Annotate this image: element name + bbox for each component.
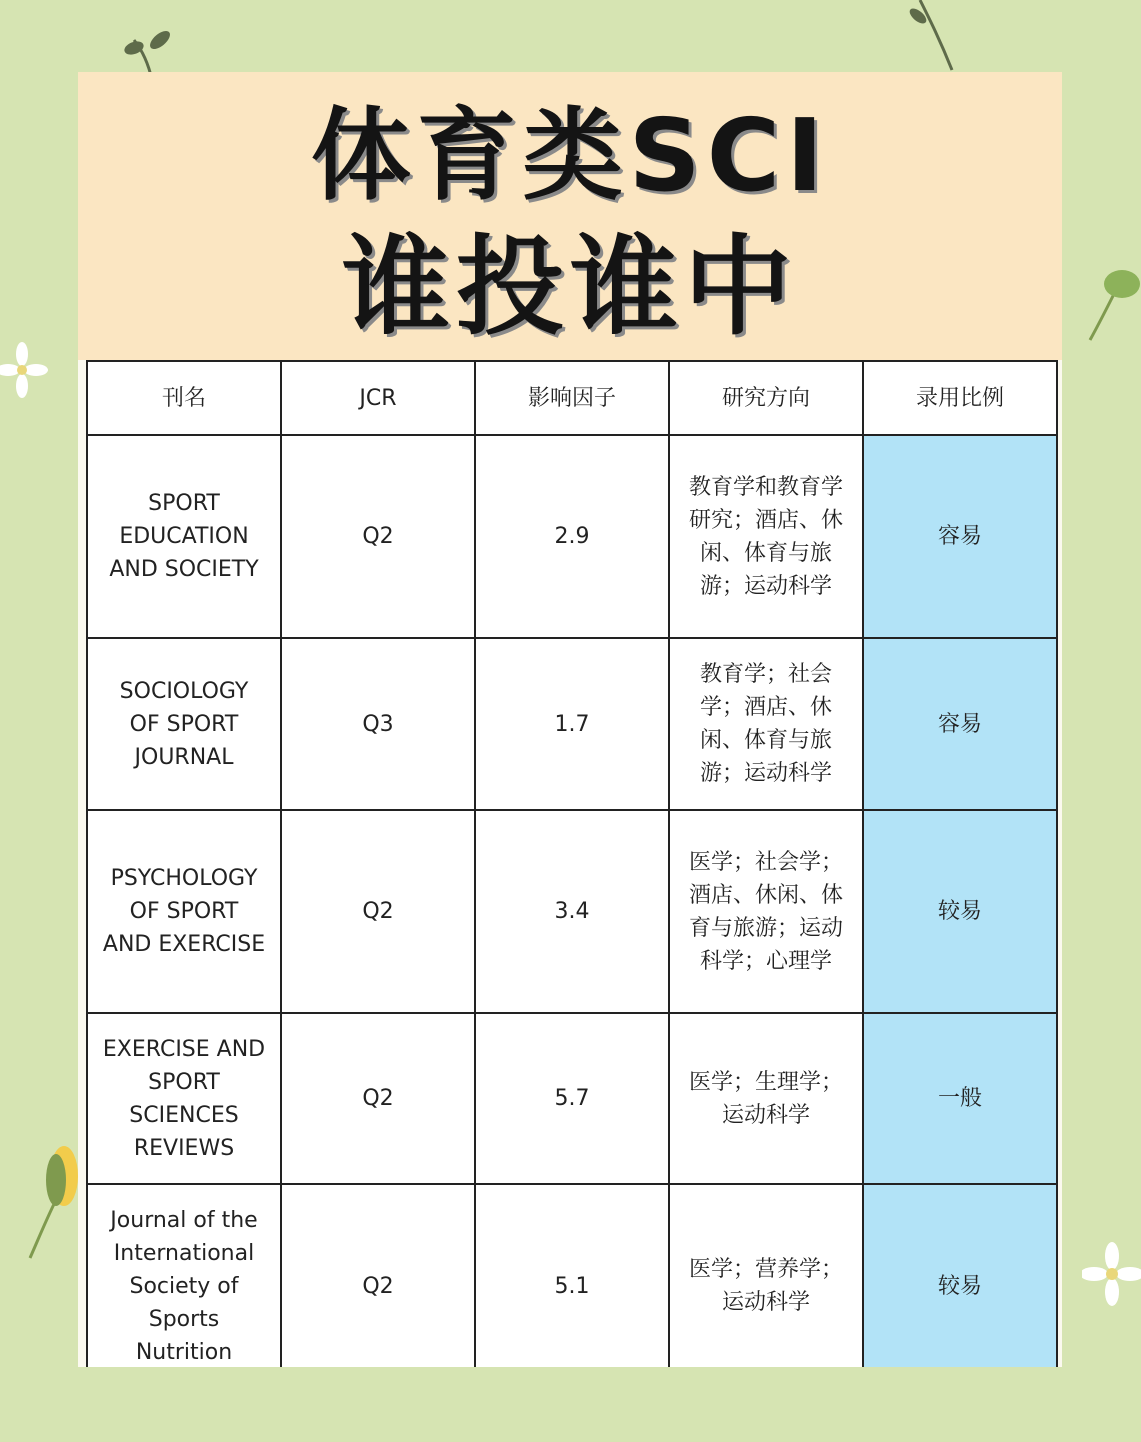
leaf-sprig-icon — [1080, 262, 1141, 342]
journal-table — [86, 360, 1058, 1367]
journal-name-cell: Journal of the International Society of Sports Nutrition — [87, 1184, 281, 1367]
acceptance-cell: 容易 — [863, 435, 1057, 638]
header-acceptance-rate: 录用比例 — [863, 361, 1057, 435]
jcr-cell: Q2 — [281, 810, 475, 1013]
acceptance-cell: 较易 — [863, 810, 1057, 1013]
white-flower-icon — [0, 340, 50, 400]
research-field-cell: 医学；营养学；运动科学 — [669, 1184, 863, 1367]
header-jcr: JCR — [281, 361, 475, 435]
research-field-cell: 医学；生理学；运动科学 — [669, 1013, 863, 1184]
impact-factor-cell: 1.7 — [475, 638, 669, 810]
research-field-cell: 教育学和教育学研究；酒店、休闲、体育与旅游；运动科学 — [669, 435, 863, 638]
impact-factor-cell: 3.4 — [475, 810, 669, 1013]
header-impact-factor: 影响因子 — [475, 361, 669, 435]
jcr-cell: Q3 — [281, 638, 475, 810]
page-title-line-1: 体育类SCI — [310, 97, 830, 214]
leaf-sprig-icon — [900, 0, 980, 72]
table-row — [87, 435, 1057, 638]
journal-name-cell: PSYCHOLOGY OF SPORT AND EXERCISE — [87, 810, 281, 1013]
journal-name-cell: SOCIOLOGY OF SPORT JOURNAL — [87, 638, 281, 810]
acceptance-cell: 容易 — [863, 638, 1057, 810]
yellow-flower-icon — [20, 1140, 78, 1260]
table-row — [87, 1013, 1057, 1184]
journal-name-cell: EXERCISE AND SPORT SCIENCES REVIEWS — [87, 1013, 281, 1184]
page-title-line-2: 谁投谁中 — [341, 225, 798, 350]
table-header-row — [87, 361, 1057, 435]
acceptance-cell: 较易 — [863, 1184, 1057, 1367]
title-panel — [78, 72, 1062, 360]
acceptance-cell: 一般 — [863, 1013, 1057, 1184]
research-field-cell: 教育学；社会学；酒店、休闲、体育与旅游；运动科学 — [669, 638, 863, 810]
table-row — [87, 810, 1057, 1013]
white-flower-icon — [1082, 1240, 1141, 1310]
jcr-cell: Q2 — [281, 435, 475, 638]
journal-name-cell: SPORT EDUCATION AND SOCIETY — [87, 435, 281, 638]
impact-factor-cell: 5.7 — [475, 1013, 669, 1184]
impact-factor-cell: 5.1 — [475, 1184, 669, 1367]
jcr-cell: Q2 — [281, 1184, 475, 1367]
table-row — [87, 1184, 1057, 1367]
jcr-cell: Q2 — [281, 1013, 475, 1184]
table-row — [87, 638, 1057, 810]
research-field-cell: 医学；社会学；酒店、休闲、体育与旅游；运动科学；心理学 — [669, 810, 863, 1013]
content-card — [78, 72, 1062, 1367]
header-journal-name: 刊名 — [87, 361, 281, 435]
impact-factor-cell: 2.9 — [475, 435, 669, 638]
header-research-field: 研究方向 — [669, 361, 863, 435]
